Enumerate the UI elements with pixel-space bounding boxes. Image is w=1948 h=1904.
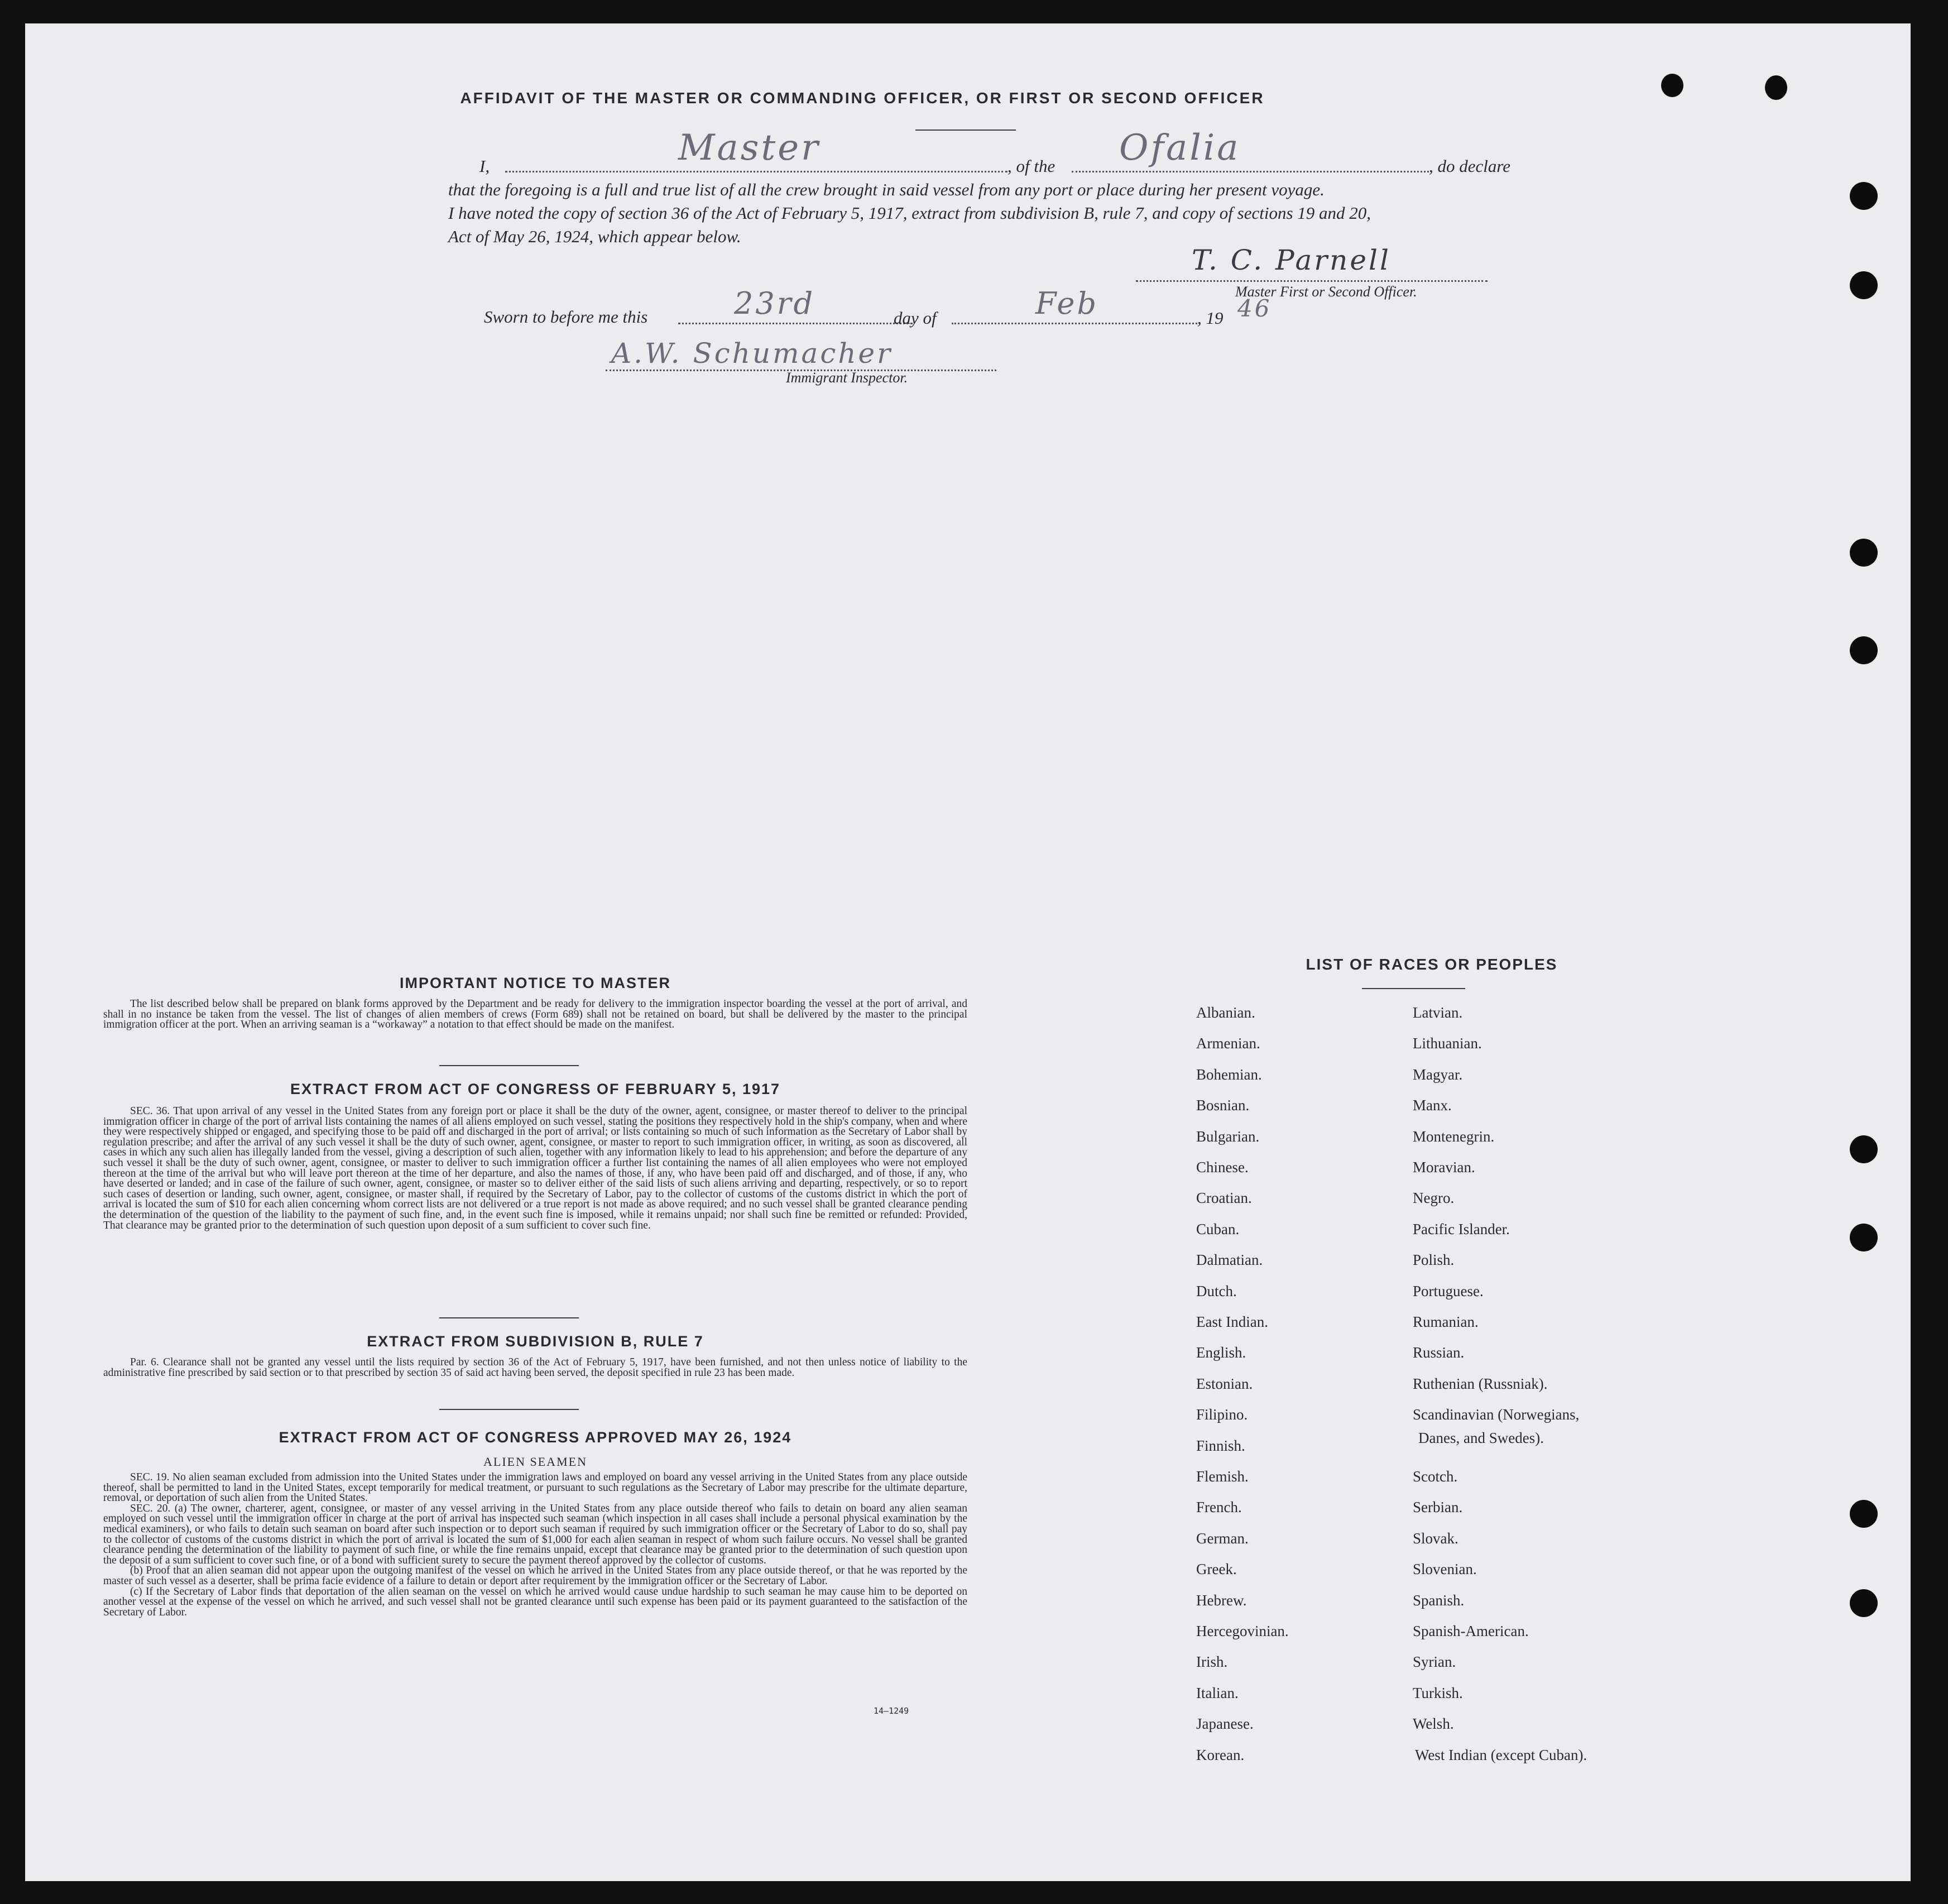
punch-hole <box>1850 1500 1878 1528</box>
sworn-month-handwritten: Feb <box>1035 286 1099 321</box>
race-item-right: Negro. <box>1413 1190 1455 1206</box>
race-item-left: Greek. <box>1196 1561 1237 1577</box>
vessel-handwritten: Ofalia <box>1119 127 1241 169</box>
document-page <box>25 23 1911 1881</box>
race-item-right: Spanish. <box>1413 1592 1465 1609</box>
punch-hole <box>1850 182 1878 210</box>
race-item-left: Armenian. <box>1196 1035 1260 1052</box>
race-item-right: Magyar. <box>1413 1066 1463 1083</box>
affidavit-line-4: Act of May 26, 1924, which appear below. <box>448 227 741 246</box>
subdivision-b-title: EXTRACT FROM SUBDIVISION B, RULE 7 <box>367 1333 704 1350</box>
sec-19-paragraph: SEC. 19. No alien seaman excluded from admission into the United States under the immigration laws and employed on board any vessel arriving in the United States from any place outside thereof, shall be permitted to land in the United States, except temporarily for medical treatment, or pursuant to such regulations as the Secretary of Labor may prescribe for the ultimate departure, removal, or deportation of such alien from the United States. <box>103 1471 967 1504</box>
race-item-right: Lithuanian. <box>1413 1035 1482 1052</box>
sworn-day-handwritten: 23rd <box>734 286 815 321</box>
race-item-right: Scotch. <box>1413 1468 1458 1485</box>
of-the-label: , of the <box>1007 156 1055 176</box>
day-of-label: day of <box>894 308 937 328</box>
punch-hole <box>1850 636 1878 664</box>
race-item-right: Latvian. <box>1413 1004 1463 1021</box>
race-item-left: Estonian. <box>1196 1375 1253 1392</box>
race-item-left: Filipino. <box>1196 1406 1248 1423</box>
form-number: 14—1249 <box>874 1706 909 1716</box>
race-item-left: Finnish. <box>1196 1437 1245 1454</box>
race-item-right: Slovak. <box>1413 1530 1458 1547</box>
par-6-paragraph: Par. 6. Clearance shall not be granted any vessel until the lists required by section 36 of the Act of February 5, 1917, have been furnished, and not then unless notice of liability to the administrative fine prescribed by said section or to that prescribed by section 35 of said act having been served, the deposit specified in rule 23 has been made. <box>103 1356 967 1379</box>
section-divider <box>439 1065 579 1066</box>
race-item-right: Manx. <box>1413 1097 1452 1114</box>
title-divider <box>915 130 1016 131</box>
race-item-right: Spanish-American. <box>1413 1623 1529 1639</box>
affidavit-line-3: I have noted the copy of section 36 of the Act of February 5, 1917, extract from subdivision B, rule 7, and copy of sections 19 and 20, <box>448 203 1371 223</box>
notice-text <box>103 999 967 1030</box>
race-item-left: Hercegovinian. <box>1196 1623 1289 1639</box>
race-item-left: Dutch. <box>1196 1283 1237 1299</box>
do-declare-label: , do declare <box>1429 156 1511 176</box>
race-item-right: Portuguese. <box>1413 1283 1484 1299</box>
rank-handwritten: Master <box>678 127 821 169</box>
race-item-left: Chinese. <box>1196 1159 1249 1176</box>
officer-signature: T. C. Parnell <box>1192 244 1391 276</box>
notice-title: IMPORTANT NOTICE TO MASTER <box>400 975 671 991</box>
race-item-left: Dalmatian. <box>1196 1251 1263 1268</box>
race-item-continuation: Danes, and Swedes). <box>1418 1430 1544 1446</box>
race-item-left: Bosnian. <box>1196 1097 1250 1114</box>
affidavit-title: AFFIDAVIT OF THE MASTER OR COMMANDING OFFICER, OR FIRST OR SECOND OFFICER <box>460 89 1265 107</box>
race-item-left: Hebrew. <box>1196 1592 1247 1609</box>
race-item-right: Turkish. <box>1413 1685 1463 1701</box>
section-36-paragraph: SEC. 36. That upon arrival of any vessel in the United States from any foreign port or place it shall be the duty of the owner, agent, consignee, or master thereof to deliver to the principal immigration officer in charge of the port of arrival lists containing the names of all aliens employed on such vessel, stating the positions they respectively hold in the ship's company, when and where they were respectively shipped or engaged, and specifying those to be paid off and discharged in the port of arrival; or lists containing so much of such information as the Secretary of Labor shall by regulation prescribe; and after the arrival of any such vessel it shall be the duty of such owner, agent, consignee, or master to report to such immigration officer, in writing, as soon as discovered, all cases in which any such alien has illegally landed from the vessel, giving a description of such alien, together with any information likely to lead to his apprehension; and before the departure of any such vessel it shall be the duty of such owner, agent, consignee, or master to deliver to such immigration officer a further list containing the names of all alien employees who were not employed thereon at the time of the arrival but who will leave port thereon at the time of her departure, and also the names of those, if any, who have been paid off and discharged, and of those, if any, who have deserted or landed; and in case of the failure of such owner, agent, consignee, or master so to deliver either of the said lists of such aliens arriving and departing, respectively, or so to report such cases of desertion or landing, such owner, agent, consignee, or master shall, if required by the Secretary of Labor, pay to the collector of customs of the customs district in which the port of arrival is located the sum of $10 for each alien concerning whom correct lists are not delivered or a true report is not made as above required; and no such vessel shall be granted clearance pending the determination of the question of the liability to the payment of such fine, and, in the event such fine is imposed, while it remains unpaid; nor shall such fine be remitted or refunded: Provided, That clearance may be granted prior to the determination of such question upon deposit of a sum sufficient to cover such fine. <box>103 1105 967 1231</box>
race-item-right: Welsh. <box>1413 1715 1454 1732</box>
alien-seamen-subtitle: ALIEN SEAMEN <box>483 1455 587 1469</box>
race-item-left: East Indian. <box>1196 1313 1268 1330</box>
extract-1917-text <box>103 1106 967 1231</box>
race-item-left: French. <box>1196 1499 1242 1515</box>
race-item-right: Ruthenian (Russniak). <box>1413 1375 1548 1392</box>
race-item-left: Korean. <box>1196 1747 1245 1763</box>
punch-hole <box>1850 1589 1878 1617</box>
race-item-left: Cuban. <box>1196 1221 1240 1238</box>
race-item-right: Pacific Islander. <box>1413 1221 1510 1238</box>
notice-paragraph: The list described below shall be prepared on blank forms approved by the Department and be ready for delivery to the immigration inspector boarding the vessel at the port of arrival, and shall in no instance be taken from the vessel. The list of changes of alien members of crews (Form 689) shall not be retained on board, but shall be delivered by the master to the principal immigration officer at the port. When an arriving seaman is a “workaway” a notation to that effect should be made on the manifest. <box>103 998 967 1031</box>
race-item-right: Scandinavian (Norwegians, <box>1413 1406 1580 1423</box>
races-title: LIST OF RACES OR PEOPLES <box>1306 956 1558 973</box>
race-item-left: Irish. <box>1196 1653 1228 1670</box>
sec-20b-paragraph: (b) Proof that an alien seaman did not appear upon the outgoing manifest of the vessel on which he arrived in the United States from any place outside thereof, or that he was reported by the master of such vessel as a deserter, shall be prima facie evidence of a failure to detain or deport after requirement by the immigration officer or the Secretary of Labor. <box>103 1565 967 1587</box>
race-item-right: Moravian. <box>1413 1159 1475 1176</box>
punch-hole <box>1661 74 1683 97</box>
officer-signature-line <box>1136 258 1488 282</box>
race-item-right: Polish. <box>1413 1251 1455 1268</box>
extract-1917-title: EXTRACT FROM ACT OF CONGRESS OF FEBRUARY 5, 1917 <box>290 1081 781 1097</box>
race-item-left: Italian. <box>1196 1685 1239 1701</box>
subdivision-b-text <box>103 1358 967 1378</box>
year-prefix: , 19 <box>1197 308 1224 328</box>
sworn-label: Sworn to before me this <box>484 307 648 327</box>
officer-caption: Master First or Second Officer. <box>1235 284 1417 300</box>
punch-hole <box>1850 539 1878 567</box>
year-handwritten: 46 <box>1237 295 1272 322</box>
race-item-right: West Indian (except Cuban). <box>1415 1747 1587 1763</box>
race-item-right: Rumanian. <box>1413 1313 1479 1330</box>
race-item-right: Syrian. <box>1413 1653 1456 1670</box>
punch-hole <box>1850 271 1878 299</box>
race-item-right: Slovenian. <box>1413 1561 1477 1577</box>
section-divider <box>439 1409 579 1410</box>
punch-hole <box>1850 1224 1878 1251</box>
sec-20c-paragraph: (c) If the Secretary of Labor finds that deportation of the alien seaman on the vessel on which he arrived would cause undue hardship to such seaman he may cause him to be deported on another vessel at the expense of the vessel on which he arrived, and such vessel shall not be granted clearance until such expense has been paid or its payment guaranteed to the satisfaction of the Secretary of Labor. <box>103 1585 967 1618</box>
race-item-right: Montenegrin. <box>1413 1128 1495 1145</box>
sec-20a-paragraph: SEC. 20. (a) The owner, charterer, agent, consignee, or master of any vessel arriving in the United States from any place outside thereof who fails to detain on board any alien seaman employed on such vessel until the immigration officer in charge at the port of arrival has inspected such seaman (which inspection in all cases shall include a personal physical examination by the medical examiners), or who fails to detain such seaman on board after such inspection or to deport such seaman if required by such immigration officer or the Secretary of Labor to do so, shall pay to the collector of customs of the customs district in which the port of arrival is located the sum of $1,000 for each alien seaman in respect of whom such failure occurs. No vessel shall be granted clearance pending the determination of the liability to payment of such fine, or while the fine remains unpaid, except that clearance may be granted prior to the determination of such question upon the deposit of a sum sufficient to cover such fine, or of a bond with sufficient surety to secure the payment thereof approved by the collector of customs. <box>103 1502 967 1566</box>
race-item-left: Albanian. <box>1196 1004 1255 1021</box>
race-item-left: German. <box>1196 1530 1249 1547</box>
race-item-left: Croatian. <box>1196 1190 1252 1206</box>
inspector-signature: A.W. Schumacher <box>611 337 893 370</box>
punch-hole <box>1850 1135 1878 1163</box>
inspector-caption: Immigrant Inspector. <box>786 370 908 386</box>
races-divider <box>1362 988 1465 989</box>
race-item-left: Flemish. <box>1196 1468 1249 1485</box>
race-item-left: Bohemian. <box>1196 1066 1262 1083</box>
punch-hole <box>1765 75 1787 100</box>
race-item-left: Japanese. <box>1196 1715 1254 1732</box>
race-item-left: English. <box>1196 1344 1246 1361</box>
race-item-right: Serbian. <box>1413 1499 1463 1515</box>
pronoun-label: I, <box>479 156 490 176</box>
affidavit-line-2: that the foregoing is a full and true list of all the crew brought in said vessel from any port or place during her present voyage. <box>448 180 1325 199</box>
race-item-right: Russian. <box>1413 1344 1465 1361</box>
extract-1924-title: EXTRACT FROM ACT OF CONGRESS APPROVED MAY 26, 1924 <box>279 1429 792 1446</box>
extract-1924-text <box>103 1473 967 1618</box>
inspector-signature-line <box>606 349 996 371</box>
race-item-left: Bulgarian. <box>1196 1128 1260 1145</box>
section-divider <box>439 1317 579 1318</box>
